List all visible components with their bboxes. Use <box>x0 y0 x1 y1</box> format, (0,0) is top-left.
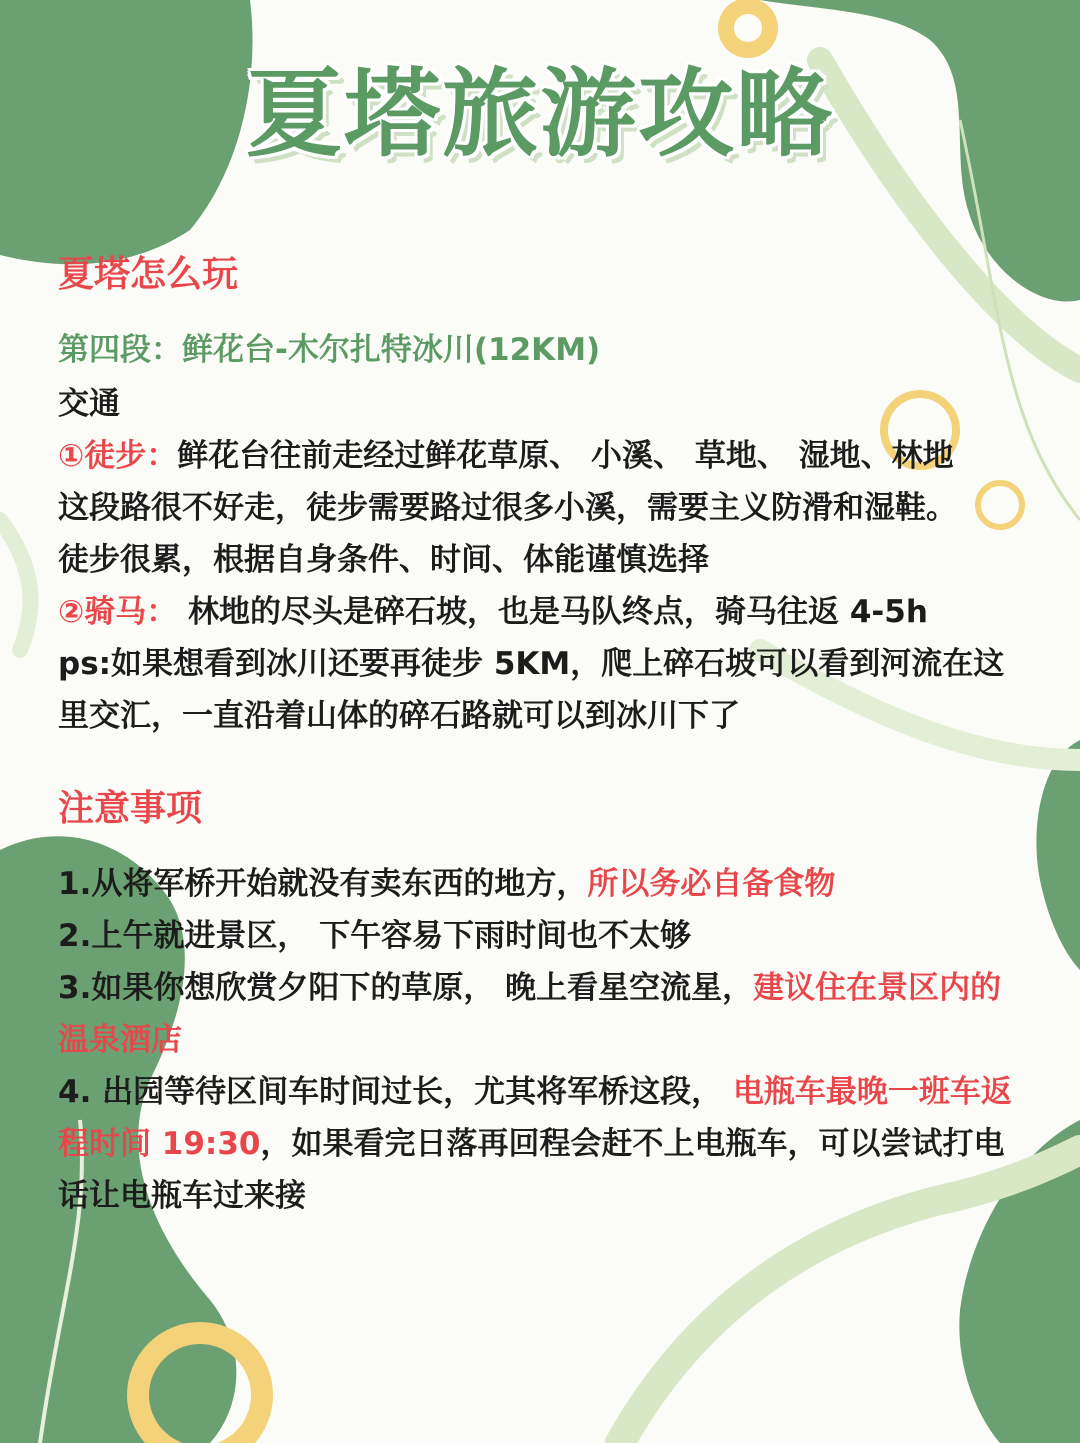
transport-label: 交通 <box>58 386 120 422</box>
note-4-highlight-2: 程时间 19:30 <box>58 1126 261 1162</box>
page-title: 夏塔旅游攻略 <box>246 58 834 170</box>
ps-line-2: 里交汇，一直沿着山体的碎石路就可以到冰川下了 <box>58 698 740 734</box>
section-heading-play: 夏塔怎么玩 <box>58 254 239 295</box>
note-item-1 <box>58 858 1048 903</box>
note-4-text-1: 4. 出园等待区间车时间过长，尤其将军桥这段， <box>58 1074 733 1110</box>
note-item-4-line-2 <box>58 1118 1048 1163</box>
horse-label: ②骑马： <box>58 594 178 630</box>
note-item-3 <box>58 962 1048 1007</box>
note-4-text-2: ，如果看完日落再回程会赶不上电瓶车，可以尝试打电 <box>260 1126 1005 1162</box>
horse-line-1 <box>58 586 1048 631</box>
route-subheading: 第四段：鲜花台-木尔扎特冰川(12KM) <box>58 332 601 368</box>
note-3-highlight-2: 温泉酒店 <box>58 1022 182 1058</box>
section-heading-notes: 注意事项 <box>58 788 203 829</box>
ps-line-1: ps:如果想看到冰川还要再徒步 5KM，爬上碎石坡可以看到河流在这 <box>58 646 1005 682</box>
note-1-highlight: 所以务必自备食物 <box>587 866 836 902</box>
note-item-4 <box>58 1066 1048 1111</box>
walk-label: ①徒步： <box>58 438 178 474</box>
horse-line-1-text: 林地的尽头是碎石坡，也是马队终点，骑马往返 4-5h <box>177 594 928 630</box>
note-item-4-line-3: 话让电瓶车过来接 <box>58 1178 306 1214</box>
note-1-text: 1.从将军桥开始就没有卖东西的地方， <box>58 866 588 902</box>
note-3-text: 3.如果你想欣赏夕阳下的草原， 晚上看星空流星， <box>58 970 754 1006</box>
walk-line-3: 徒步很累，根据自身条件、时间、体能谨慎选择 <box>58 542 709 578</box>
walk-line-2: 这段路很不好走，徒步需要路过很多小溪，需要主义防滑和湿鞋。 <box>58 490 957 526</box>
note-item-2: 2.上午就进景区， 下午容易下雨时间也不太够 <box>58 918 692 954</box>
walk-line-1 <box>58 430 1048 475</box>
walk-line-1-text: 鲜花台往前走经过鲜花草原、 小溪、 草地、 湿地、林地 <box>177 438 954 474</box>
note-3-highlight-1: 建议住在景区内的 <box>753 970 1002 1006</box>
note-4-highlight-1: 电瓶车最晚一班车返 <box>732 1074 1012 1110</box>
